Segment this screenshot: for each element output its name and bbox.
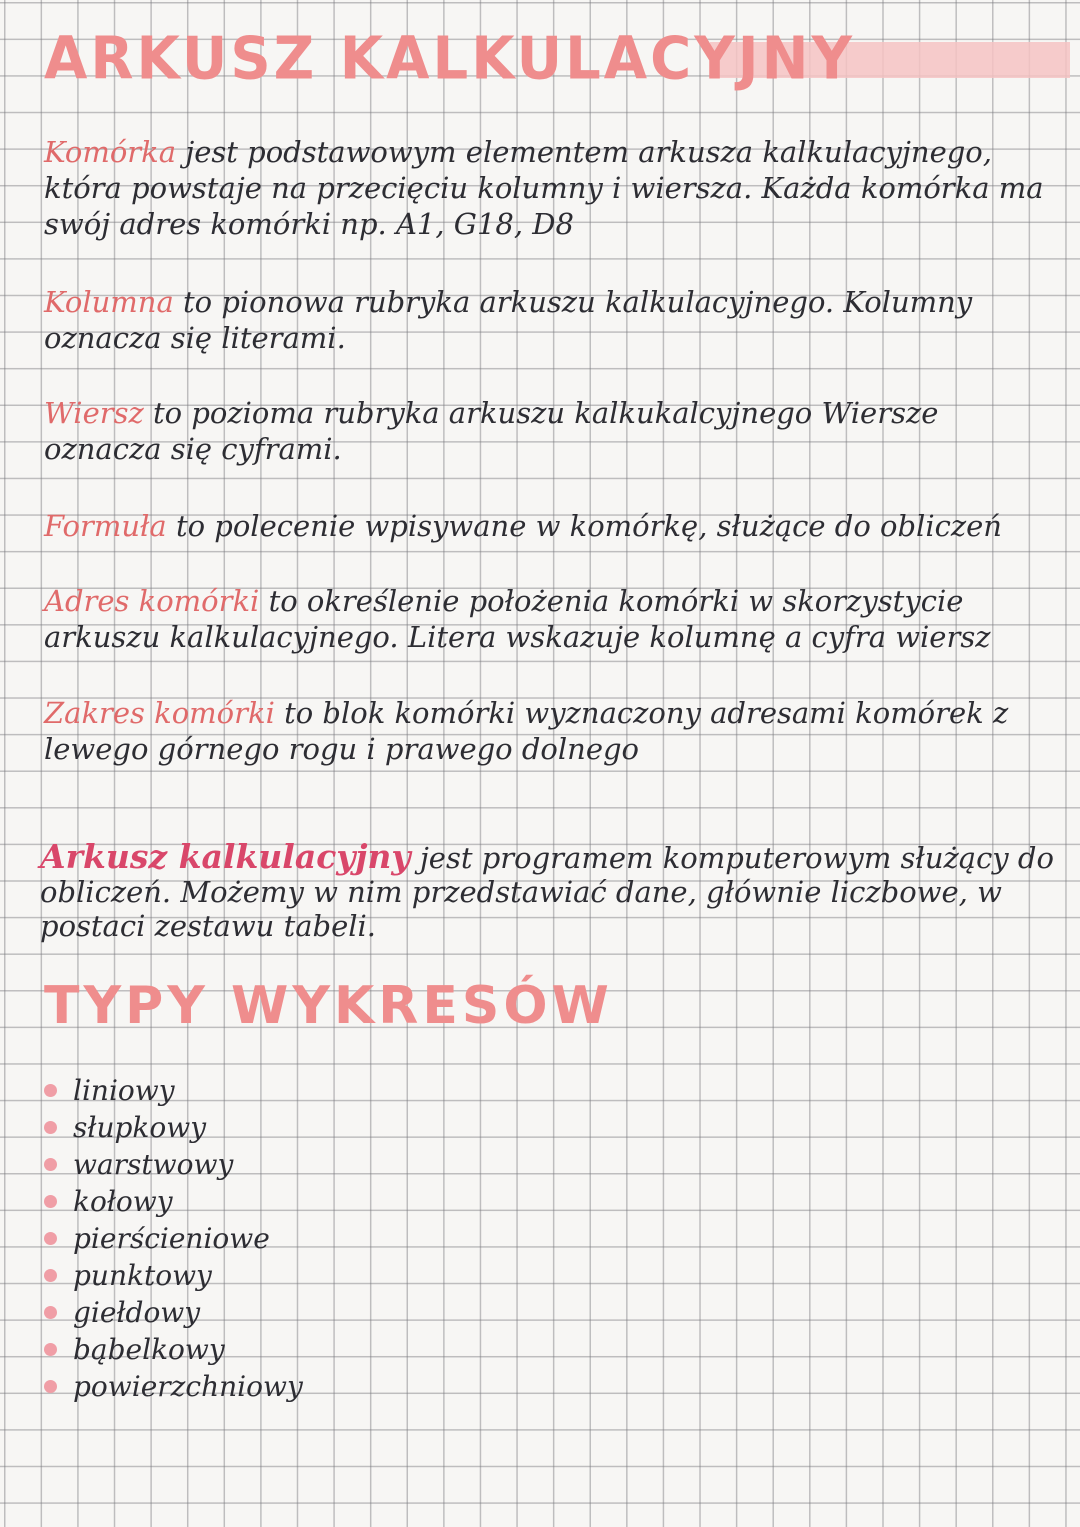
bullet-dot-icon <box>44 1380 57 1393</box>
intro-term: Arkusz kalkulacyjny <box>40 837 411 876</box>
chart-types-heading: TYPY WYKRESÓW <box>44 976 613 1036</box>
definition-row <box>44 395 1064 467</box>
list-item-label: giełdowy <box>73 1296 201 1329</box>
list-item-label: powierzchniowy <box>73 1370 303 1403</box>
definition-term: Adres komórki <box>44 584 260 618</box>
definition-text: jest podstawowym elementem arkusza kalkulacyjnego, która powstaje na przecięciu kolumny i wiersza. Każda komórka ma swój adres komórki np. A1, G18, D8 <box>44 135 1044 241</box>
list-item-label: liniowy <box>73 1074 175 1107</box>
definition-text: to polecenie wpisywane w komórkę, służące do obliczeń <box>175 509 1002 543</box>
definition-term: Komórka <box>44 135 177 169</box>
list-item-label: pierścieniowe <box>73 1222 270 1255</box>
chart-types-list <box>44 1072 303 1405</box>
definition-cell-range <box>44 695 1064 767</box>
bullet-dot-icon <box>44 1232 57 1245</box>
definition-text: to pionowa rubryka arkuszu kalkulacyjnego. Kolumny oznacza się literami. <box>44 285 973 355</box>
list-item <box>44 1368 303 1405</box>
bullet-dot-icon <box>44 1343 57 1356</box>
list-item <box>44 1220 303 1257</box>
definition-cell <box>44 134 1064 242</box>
list-item <box>44 1331 303 1368</box>
definition-text: to określenie położenia komórki w skorzystycie arkuszu kalkulacyjnego. Litera wskazuje kolumnę a cyfra wiersz <box>44 584 991 654</box>
definition-text: to blok komórki wyznaczony adresami komórek z lewego górnego rogu i prawego dolnego <box>44 696 1009 766</box>
list-item <box>44 1146 303 1183</box>
page-title: ARKUSZ KALKULACYJNY <box>44 24 856 93</box>
definition-cell-address <box>44 583 1064 655</box>
definition-term: Wiersz <box>44 396 144 430</box>
definition-term: Zakres komórki <box>44 696 275 730</box>
definition-column <box>44 284 1064 356</box>
list-item-label: bąbelkowy <box>73 1333 225 1366</box>
list-item <box>44 1072 303 1109</box>
spreadsheet-intro <box>40 837 1070 943</box>
definition-term: Formuła <box>44 509 167 543</box>
list-item <box>44 1109 303 1146</box>
bullet-dot-icon <box>44 1269 57 1282</box>
definition-text: to pozioma rubryka arkuszu kalkukalcyjnego Wiersze oznacza się cyframi. <box>44 396 939 466</box>
list-item-label: kołowy <box>73 1185 173 1218</box>
list-item-label: warstwowy <box>73 1148 234 1181</box>
bullet-dot-icon <box>44 1195 57 1208</box>
bullet-dot-icon <box>44 1306 57 1319</box>
definition-formula <box>44 508 1064 544</box>
bullet-dot-icon <box>44 1121 57 1134</box>
list-item-label: punktowy <box>73 1259 212 1292</box>
definition-term: Kolumna <box>44 285 174 319</box>
intro-text: jest programem komputerowym służący do obliczeń. Możemy w nim przedstawiać dane, głównie liczbowe, w postaci zestawu tabeli. <box>40 841 1054 943</box>
list-item <box>44 1183 303 1220</box>
bullet-dot-icon <box>44 1084 57 1097</box>
list-item <box>44 1257 303 1294</box>
list-item <box>44 1294 303 1331</box>
list-item-label: słupkowy <box>73 1111 207 1144</box>
bullet-dot-icon <box>44 1158 57 1171</box>
